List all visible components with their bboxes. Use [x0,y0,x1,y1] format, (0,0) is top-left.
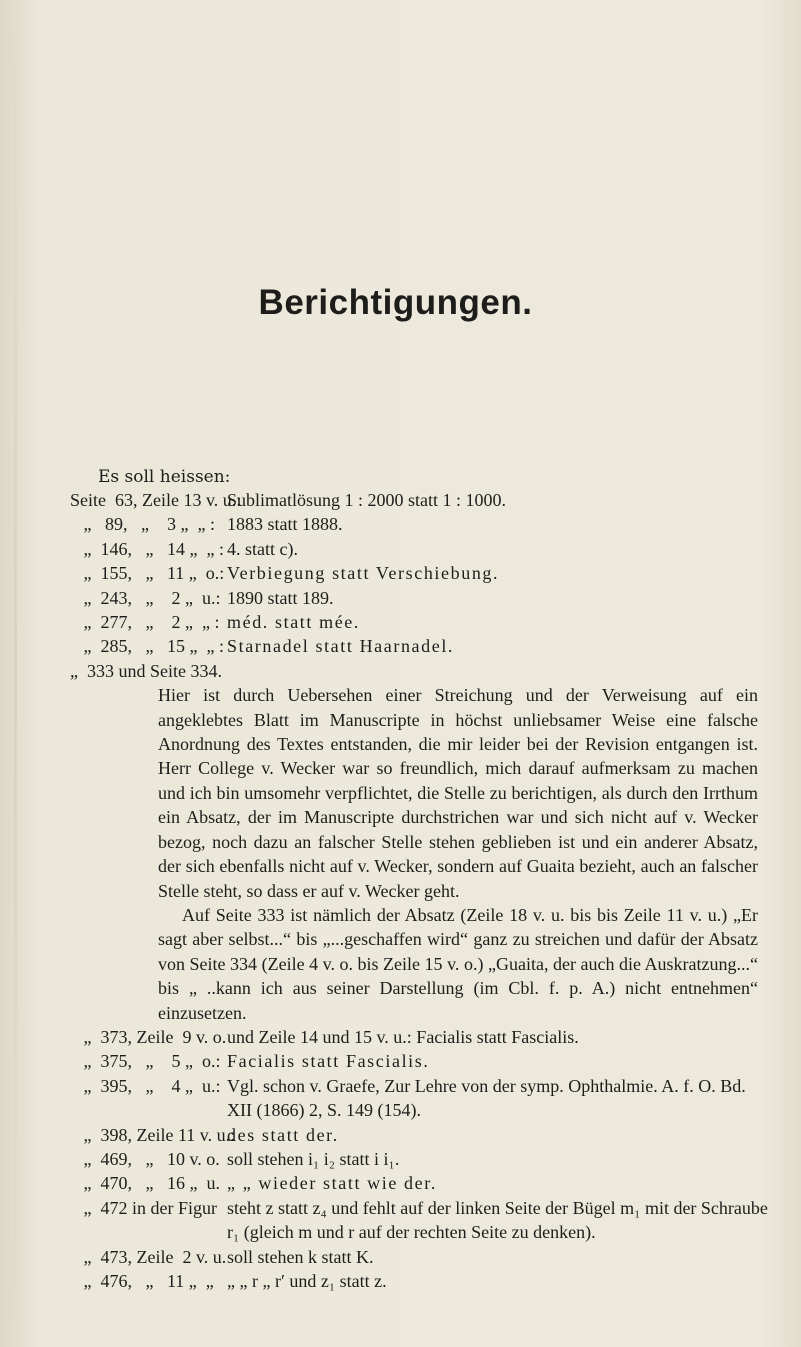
entry-location: „ 473, Zeile 2 v. u. [70,1246,227,1267]
entry-text: steht z statt z₄ und fehlt auf der linken Seite der Bügel m₁ mit der Schraube r₁ (gleich m und r auf der rechten Seite zu denken). [227,1197,768,1243]
entry-text: des statt der. [227,1124,339,1145]
entry-text: méd. statt mée. [227,612,360,633]
entry-text: Starnadel statt Haarnadel. [227,636,455,657]
entry-location: „ 333 und Seite 334. [70,660,222,681]
entry-location: Seite 63, Zeile 13 v. u.: [70,490,242,510]
entry-location: „ 285, „ 15 „ „ : [70,636,224,657]
entry-text: Sublimatlösung 1 : 2000 statt 1 : 1000. [227,490,507,510]
entry-text: soll stehen k statt K. [227,1246,374,1267]
entry-location: „ 155, „ 11 „ o.: [70,563,225,584]
entry-location: „ 472 in der Figur [70,1197,217,1218]
entry-location: „ 395, „ 4 „ u.: [70,1075,221,1096]
entry-location: „ 277, „ 2 „ „ : [70,612,220,633]
entry-text: Vgl. schon v. Graefe, Zur Lehre von der symp. Ophthalmie. A. f. O. Bd. XII (1866) 2, S. 149 (154). [227,1075,746,1121]
entry-text: 1883 statt 1888. [227,514,343,535]
entry-location: „ 375, „ 5 „ o.: [70,1051,221,1072]
entry-text: „ „ r „ r′ und z₁ statt z. [227,1271,387,1291]
correction-entry [70,1025,770,1049]
correction-entry [70,1049,770,1073]
explanation-paragraph: Hier ist durch Uebersehen einer Streichung und der Verweisung auf ein angeklebtes Blatt im Manuscripte in höchst unliebsamer Weise eine falsche Anordnung des Textes entstanden, die mir leider bei der Revision entgangen ist. Herr College v. Wecker war so freundlich, mich darauf aufmerksam zu machen und ich bin umsomehr verpflichtet, die Stelle zu berichtigen, als durch den Irrthum ein Absatz, der im Manuscripte durchstrichen war und sich nicht auf v. Wecker bezog, noch dazu an falscher Stelle stehen geblieben ist und ein anderer Absatz, der sich ebenfalls nicht auf v. Wecker, sondern auf Guaita bezieht, auch an falscher Stelle steht, so dass er auf v. Wecker geht. [158,685,758,901]
correction-entry [70,537,770,561]
page-edge [14,0,17,1347]
entry-text: Facialis statt Fascialis. [227,1051,430,1072]
correction-entry [70,1074,770,1123]
correction-entry [70,1171,770,1195]
entry-text: Verbiegung statt Verschiebung. [227,563,500,584]
correction-entry [70,512,770,536]
correction-entry [70,1245,770,1269]
correction-entry-long [70,659,770,683]
entry-text: und Zeile 14 und 15 v. u.: Facialis statt Fascialis. [227,1026,579,1047]
correction-entry [70,586,770,610]
entry-text: 1890 statt 189. [227,587,334,608]
correction-entry [70,1269,770,1293]
correction-entry [70,1147,770,1171]
explanation-paragraph: Auf Seite 333 ist nämlich der Absatz (Zeile 18 v. u. bis bis Zeile 11 v. u.) „Er sagt aber selbst...“ bis „...geschaffen wird“ ganz zu streichen und dafür der Absatz von Seite 334 (Zeile 4 v. o. bis Zeile 15 v. o.) „Guaita, der auch die Auskratzung...“ bis „ ..kann ich aus seiner Darstellung (im Cbl. f. p. A.) nicht entnehmen“ einzusetzen. [158,904,758,1023]
entry-location: „ 373, Zeile 9 v. o. [70,1026,227,1047]
correction-entry [70,610,770,634]
correction-entry [70,1196,770,1245]
entry-location: „ 469, „ 10 v. o. [70,1148,220,1169]
entry-location: „ 146, „ 14 „ „ : [70,538,224,559]
entry-text: soll stehen i₁ i₂ statt i i₁. [227,1148,400,1169]
entry-location: „ 243, „ 2 „ u.: [70,587,221,608]
correction-entry [70,488,770,512]
correction-entry [70,634,770,658]
correction-entry [70,1123,770,1147]
entry-text: 4. statt c). [227,538,298,559]
page-title: Berichtigungen. [258,283,533,322]
entry-text: „ „ wieder statt wie der. [227,1173,437,1194]
entry-location: „ 89, „ 3 „ „ : [70,514,215,535]
corrections-list [70,488,770,1293]
correction-entry [70,561,770,585]
entry-location: „ 470, „ 16 „ u. [70,1173,220,1194]
entry-location: „ 398, Zeile 11 v. u.: [70,1124,236,1145]
entry-location: „ 476, „ 11 „ „ [70,1271,214,1291]
intro-text: Es soll heissen: [98,467,231,487]
correction-explanation [158,683,758,1025]
